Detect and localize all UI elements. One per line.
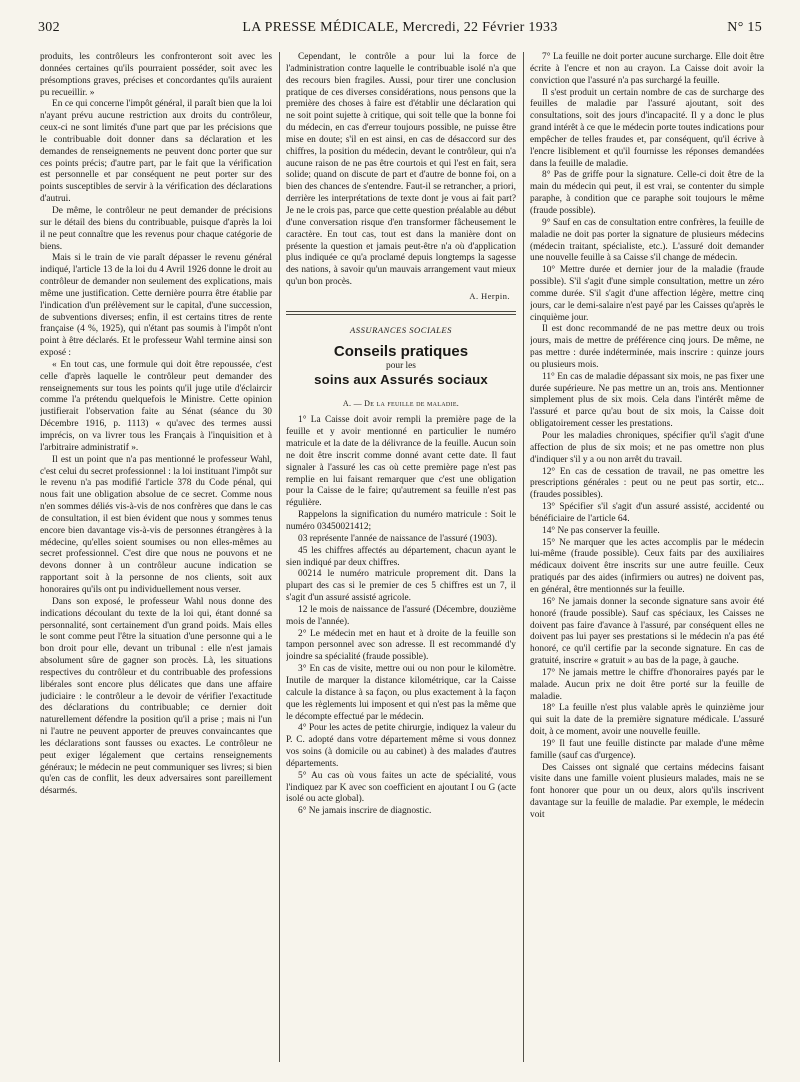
paragraph: 9° Sauf en cas de consultation entre confrères, la feuille de maladie ne doit pas porter la signature de plusieurs médecins (médecin traitant, spécialiste, etc.). L'assuré doit demander une nouvelle feuille à sa Caisse s'il change de médecin.	[530, 217, 764, 264]
paragraph: Il s'est produit un certain nombre de cas de surcharge des feuilles de maladie par l'assuré ajoutant, soit des consultations, soit des jours d'incapacité. Il y a donc le plus grand intérêt à ce que le médecin porte toutes indications pour empêcher de telles fraudes et, par conséquent, qu'il écrive à l'encre lisiblement et qu'il fournisse les réponses demandées dans la feuille de maladie.	[530, 87, 764, 169]
paragraph: 16° Ne jamais donner la seconde signature sans avoir été honoré (fraude possible). Sauf cas spéciaux, les Caisses ne doivent pas faire d'avance à l'assuré, par conséquent elles ne doivent pas lui payer ses prestations si le médecin n'a pas été honoré, ce qu'il certifie par la seconde signature. En cas de gratuité, inscrire « gratuit » au bas de la page, à gauche.	[530, 596, 764, 667]
article-title: Conseils pratiques	[333, 342, 469, 360]
paragraph: 19° Il faut une feuille distincte par malade d'une même famille (sauf cas d'urgence).	[530, 738, 764, 761]
paragraph: Il est un point que n'a pas mentionné le professeur Wahl, c'est celui du secret professionnel : la loi instituant l'impôt sur le revenu n'a pas modifié l'article 378 du Code pénal, qui nous fait une obligation absolue de ce secret. Comme nous n'en sommes déliés vis-à-vis de nos confrères que dans le cas de consultation, il est bien évident que nous y sommes tenus encore bien davantage vis-à-vis de personnes étrangères à la médecine, qu'elles soient soumises ou non elles-mêmes au secret professionnel. C'est dire que nous ne pouvons et ne devons donner à un contrôleur aucune indication se rapportant soit à la personne de nos clients, soit aux honoraires qu'ils ont pu individuellement nous verser.	[40, 454, 272, 595]
column-right	[530, 52, 764, 1074]
paragraph: 4° Pour les actes de petite chirurgie, indiquez la valeur du P. C. adopté dans votre département même si vous donnez vos soins (à domicile ou au cabinet) à des malades d'autres départements.	[286, 723, 516, 769]
section-letter: A. —	[342, 398, 365, 408]
column-rule-right	[523, 52, 524, 1062]
paragraph: 2° Le médecin met en haut et à droite de la feuille son tampon personnel avec son adresse. Il est recommandé d'y joindre sa spécialité (fraude possible).	[286, 628, 516, 663]
paragraph: 15° Ne marquer que les actes accomplis par le médecin lui-même (fraude possible). Ceux faits par des auxiliaires médicaux doivent être inscrits sur une autre feuille. Ceux pratiqués par des aides (infirmiers ou autres) ne doivent pas, en général, être mentionnés sur la feuille.	[530, 537, 764, 595]
article-title-connector: pour les	[386, 360, 416, 371]
paragraph: 1° La Caisse doit avoir rempli la première page de la feuille et y avoir mentionné en particulier le numéro matricule et la date de la délivrance de la feuille. Aucun soin ne doit être inscrit comme donné avant cette date. Il faut signaler à l'assuré les cas où cette première page n'est pas remplie en lui faisant remarquer que c'est une obligation pour la Caisse de le faire; qu'autrement sa feuille n'est pas régulière.	[286, 415, 516, 509]
paragraph: 00214 le numéro matricule proprement dit. Dans la plupart des cas si le premier de ces 5 chiffres est un 7, il s'agit d'un assuré assisté agricole.	[286, 569, 516, 604]
paragraph: 12 le mois de naissance de l'assuré (Décembre, douzième mois de l'année).	[286, 604, 516, 627]
paragraph: 3° En cas de visite, mettre oui ou non pour le kilomètre. Inutile de marquer la distance kilométrique, car la Caisse calcule la distance à sa façon, ou plus exactement à la façon que les règlements lui imposent et qui n'est pas la même que le décompte effectué par le médecin.	[286, 664, 516, 722]
paragraph: En ce qui concerne l'impôt général, il paraît bien que la loi n'ayant prévu aucune restriction aux droits du contrôleur, ceux-ci ne sont limités d'une part que par les précisions que le contribuable doit donner dans sa déclaration et les demandes de renseignements ne peuvent donc porter que sur ces points précis; d'autre part, par le fait que la vérification est personnelle et par conséquent ne peut porter sur des points susceptibles de servir à la vérification des déclarations d'autrui.	[40, 99, 272, 205]
article-separator	[286, 311, 516, 312]
section-name: De la feuille de maladie.	[364, 398, 460, 408]
paragraph: Cependant, le contrôle a pour lui la force de l'administration contre laquelle le contribuable isolé n'a que des recours bien fragiles. Aussi, pour tirer une conclusion pratique de ces diverses considérations, nous pensons que la première des choses à faire est d'établir une déclaration qui ne soit point sujette à critique, qui soit telle que la bonne foi du médecin, en cas d'erreur toujours possible, ne puisse être mise en doute; s'il en est ainsi, en cas de désaccord sur des chiffres, la position du médecin, devant le contrôleur, qui n'a aucune raison de ne pas être courtois et qui l'est en fait, sera solide; quand on discute de part et d'autre de bonne foi, on a bien des chances de s'entendre. Faut-il se retrancher, a priori, derrière les interprétations de texte dont je vous ai fait part? Je ne le crois pas, parce que cette question préalable au début d'une conversation risque d'en transformer fâcheusement le caractère. En tout cas, tout est dans la manière dont on présente la question et jamais peut-être n'a où d'application plus indiquée ce qu'a proclamé depuis longtemps la sagesse des nations, à savoir qu'un mauvais arrangement vaut mieux qu'un bon procès.	[286, 52, 516, 288]
paragraph: Dans son exposé, le professeur Wahl nous donne des indications découlant du texte de la loi qui, étant donné sa personnalité, sont certainement d'un grand poids. Mais elles le sont comme peut l'être la situation d'une personne qui a le bon droit pour elle, devant un tribunal : elle n'est jamais absolument sûre de gagner son procès. Là, les situations respectives du contrôleur et du contribuable des professions libérales sont encore plus délicates que dans une affaire judiciaire : le contrôleur a le devoir de vérifier l'exactitude des déclarations du contribuable; ce dernier doit naturellement défendre la position qu'il a prise ; mais ni l'un ni l'autre ne peuvent apporter de preuves convaincantes que les déclarations sont fausses ou exactes. Le contrôleur ne peut exiger légalement que certains renseignements généraux; le médecin ne peut communiquer ses livres; si bien qu'en cas de conflit, les deux adversaires sont pareillement désarmés.	[40, 596, 272, 797]
paragraph: 17° Ne jamais mettre le chiffre d'honoraires payés par le malade. Aucun prix ne doit être porté sur la feuille de maladie.	[530, 667, 764, 702]
journal-title: LA PRESSE MÉDICALE, Mercredi, 22 Février 1933	[242, 20, 558, 35]
paragraph: 12° En cas de cessation de travail, ne pas omettre les prescriptions générales : peut ou ne peut pas sortir, etc... (fraudes possibles).	[530, 466, 764, 501]
paragraph: 7° La feuille ne doit porter aucune surcharge. Elle doit être écrite à l'encre et non au crayon. La Caisse doit avoir la conviction que l'assuré n'a pas surchargé la feuille.	[530, 52, 764, 86]
paragraph: 5° Au cas où vous faites un acte de spécialité, vous l'indiquez par K avec son coefficient en ajoutant I ou G (acte isolé ou acte global).	[286, 770, 516, 805]
paragraph: 6° Ne jamais inscrire de diagnostic.	[298, 806, 432, 817]
issue-number: N° 15	[727, 20, 762, 35]
running-head	[38, 18, 762, 40]
column-rule-left	[279, 52, 280, 1062]
paragraph: 10° Mettre durée et dernier jour de la maladie (fraude possible). S'il s'agit d'une simple consultation, mettre un zéro comme durée. S'il s'agit d'une affection légère, mettre cinq jours, car le demi-salaire n'est payé par les Caisses qu'après le cinquième jour.	[530, 265, 764, 323]
article-separator-thin	[286, 314, 516, 315]
paragraph: Rappelons la signification du numéro matricule : Soit le numéro 03450021412;	[286, 510, 516, 532]
paragraph: Pour les maladies chroniques, spécifier qu'il s'agit d'une affection de plus de six mois; et ne pas omettre non plus d'indiquer s'il y a ou non arrêt du travail.	[530, 431, 764, 465]
paragraph: « En tout cas, une formule qui doit être repoussée, c'est celle d'après laquelle le contrôleur peut demander des renseignements sur tous les points qu'il juge utile d'éclaircir comme l'a prétendu quelquefois le Ministre. Cette opinion justifierait l'observation faite au Sénat (séance du 30 Décembre 1916, p. 1113) « qu'avec des termes aussi imprécis, on va livrer tous les Français à l'inquisition et à l'arbitraire administratif ».	[40, 359, 272, 453]
paragraph: 8° Pas de griffe pour la signature. Celle-ci doit être de la main du médecin qui peut, il est vrai, se contenter du simple paraphe, à condition que ce paraphe soit toujours le même (fraude possible).	[530, 170, 764, 216]
paragraph: produits, les contrôleurs les confronteront soit avec les données certaines qu'ils pourraient posséder, soit avec les présomptions graves, précises et concordantes qu'ils auraient pu recueillir. »	[40, 52, 272, 98]
section-kicker: ASSURANCES SOCIALES	[350, 324, 452, 335]
paragraph: Il est donc recommandé de ne pas mettre deux ou trois jours, mais de mettre de préférence cinq jours. De même, ne pas mettre : durée indéterminée, mais inscrire : quinze jours ou plusieurs mois.	[530, 324, 764, 370]
paragraph: 45 les chiffres affectés au département, chacun ayant le sien indiqué par deux chiffres.	[286, 545, 516, 568]
section-heading	[286, 398, 516, 410]
column-left	[40, 52, 272, 1074]
article-subtitle: soins aux Assurés sociaux	[314, 371, 488, 387]
paragraph: 13° Spécifier s'il s'agit d'un assuré assisté, accidenté ou bénéficiaire de l'article 64.	[530, 502, 764, 524]
paragraph: 03 représente l'année de naissance de l'assuré (1903).	[298, 533, 498, 544]
paragraph: De même, le contrôleur ne peut demander de précisions sur le détail des biens du contribuable, puisque d'après la loi il ne peut connaître que les revenus pour chaque catégorie de biens.	[40, 205, 272, 252]
page-number: 302	[38, 20, 60, 35]
paragraph: 14° Ne pas conserver la feuille.	[542, 525, 660, 536]
paragraph: Des Caisses ont signalé que certains médecins faisant visite dans une famille voient plusieurs malades, mais ne se font honorer que pour un ou deux, alors qu'ils inscrivent davantage sur la feuille de maladie. Par exemple, le médecin voit	[530, 762, 764, 820]
author-signature: A. Herpin.	[469, 291, 510, 301]
paragraph: 11° En cas de maladie dépassant six mois, ne pas fixer une durée supérieure. Ne pas mettre un an, trois ans. Mentionner simplement plus de six mois. Cela dans l'intérêt même de l'assuré et parce qu'au bout de six mois, la Caisse doit obligatoirement cesser les prestations.	[530, 371, 764, 430]
paragraph: Mais si le train de vie paraît dépasser le revenu général indiqué, l'article 13 de la loi du 4 Avril 1926 donne le droit au contrôleur de demander non seulement des explications, mais même une justification. Cette dernière pourra être établie par l'indication d'un prélèvement sur le capital, d'une succession, de subventions diverses; enfin, il est certains titres de rente française (4 %, 1925), qui n'étant pas soumis à l'impôt n'ont point à être déclarés. Et le professeur Wahl termine ainsi son exposé :	[40, 253, 272, 359]
paragraph: 18° La feuille n'est plus valable après le quinzième jour qui suit la date de la première signature médicale. L'assuré doit, à ce moment, avoir une nouvelle feuille.	[530, 703, 764, 738]
column-middle	[286, 52, 516, 1074]
